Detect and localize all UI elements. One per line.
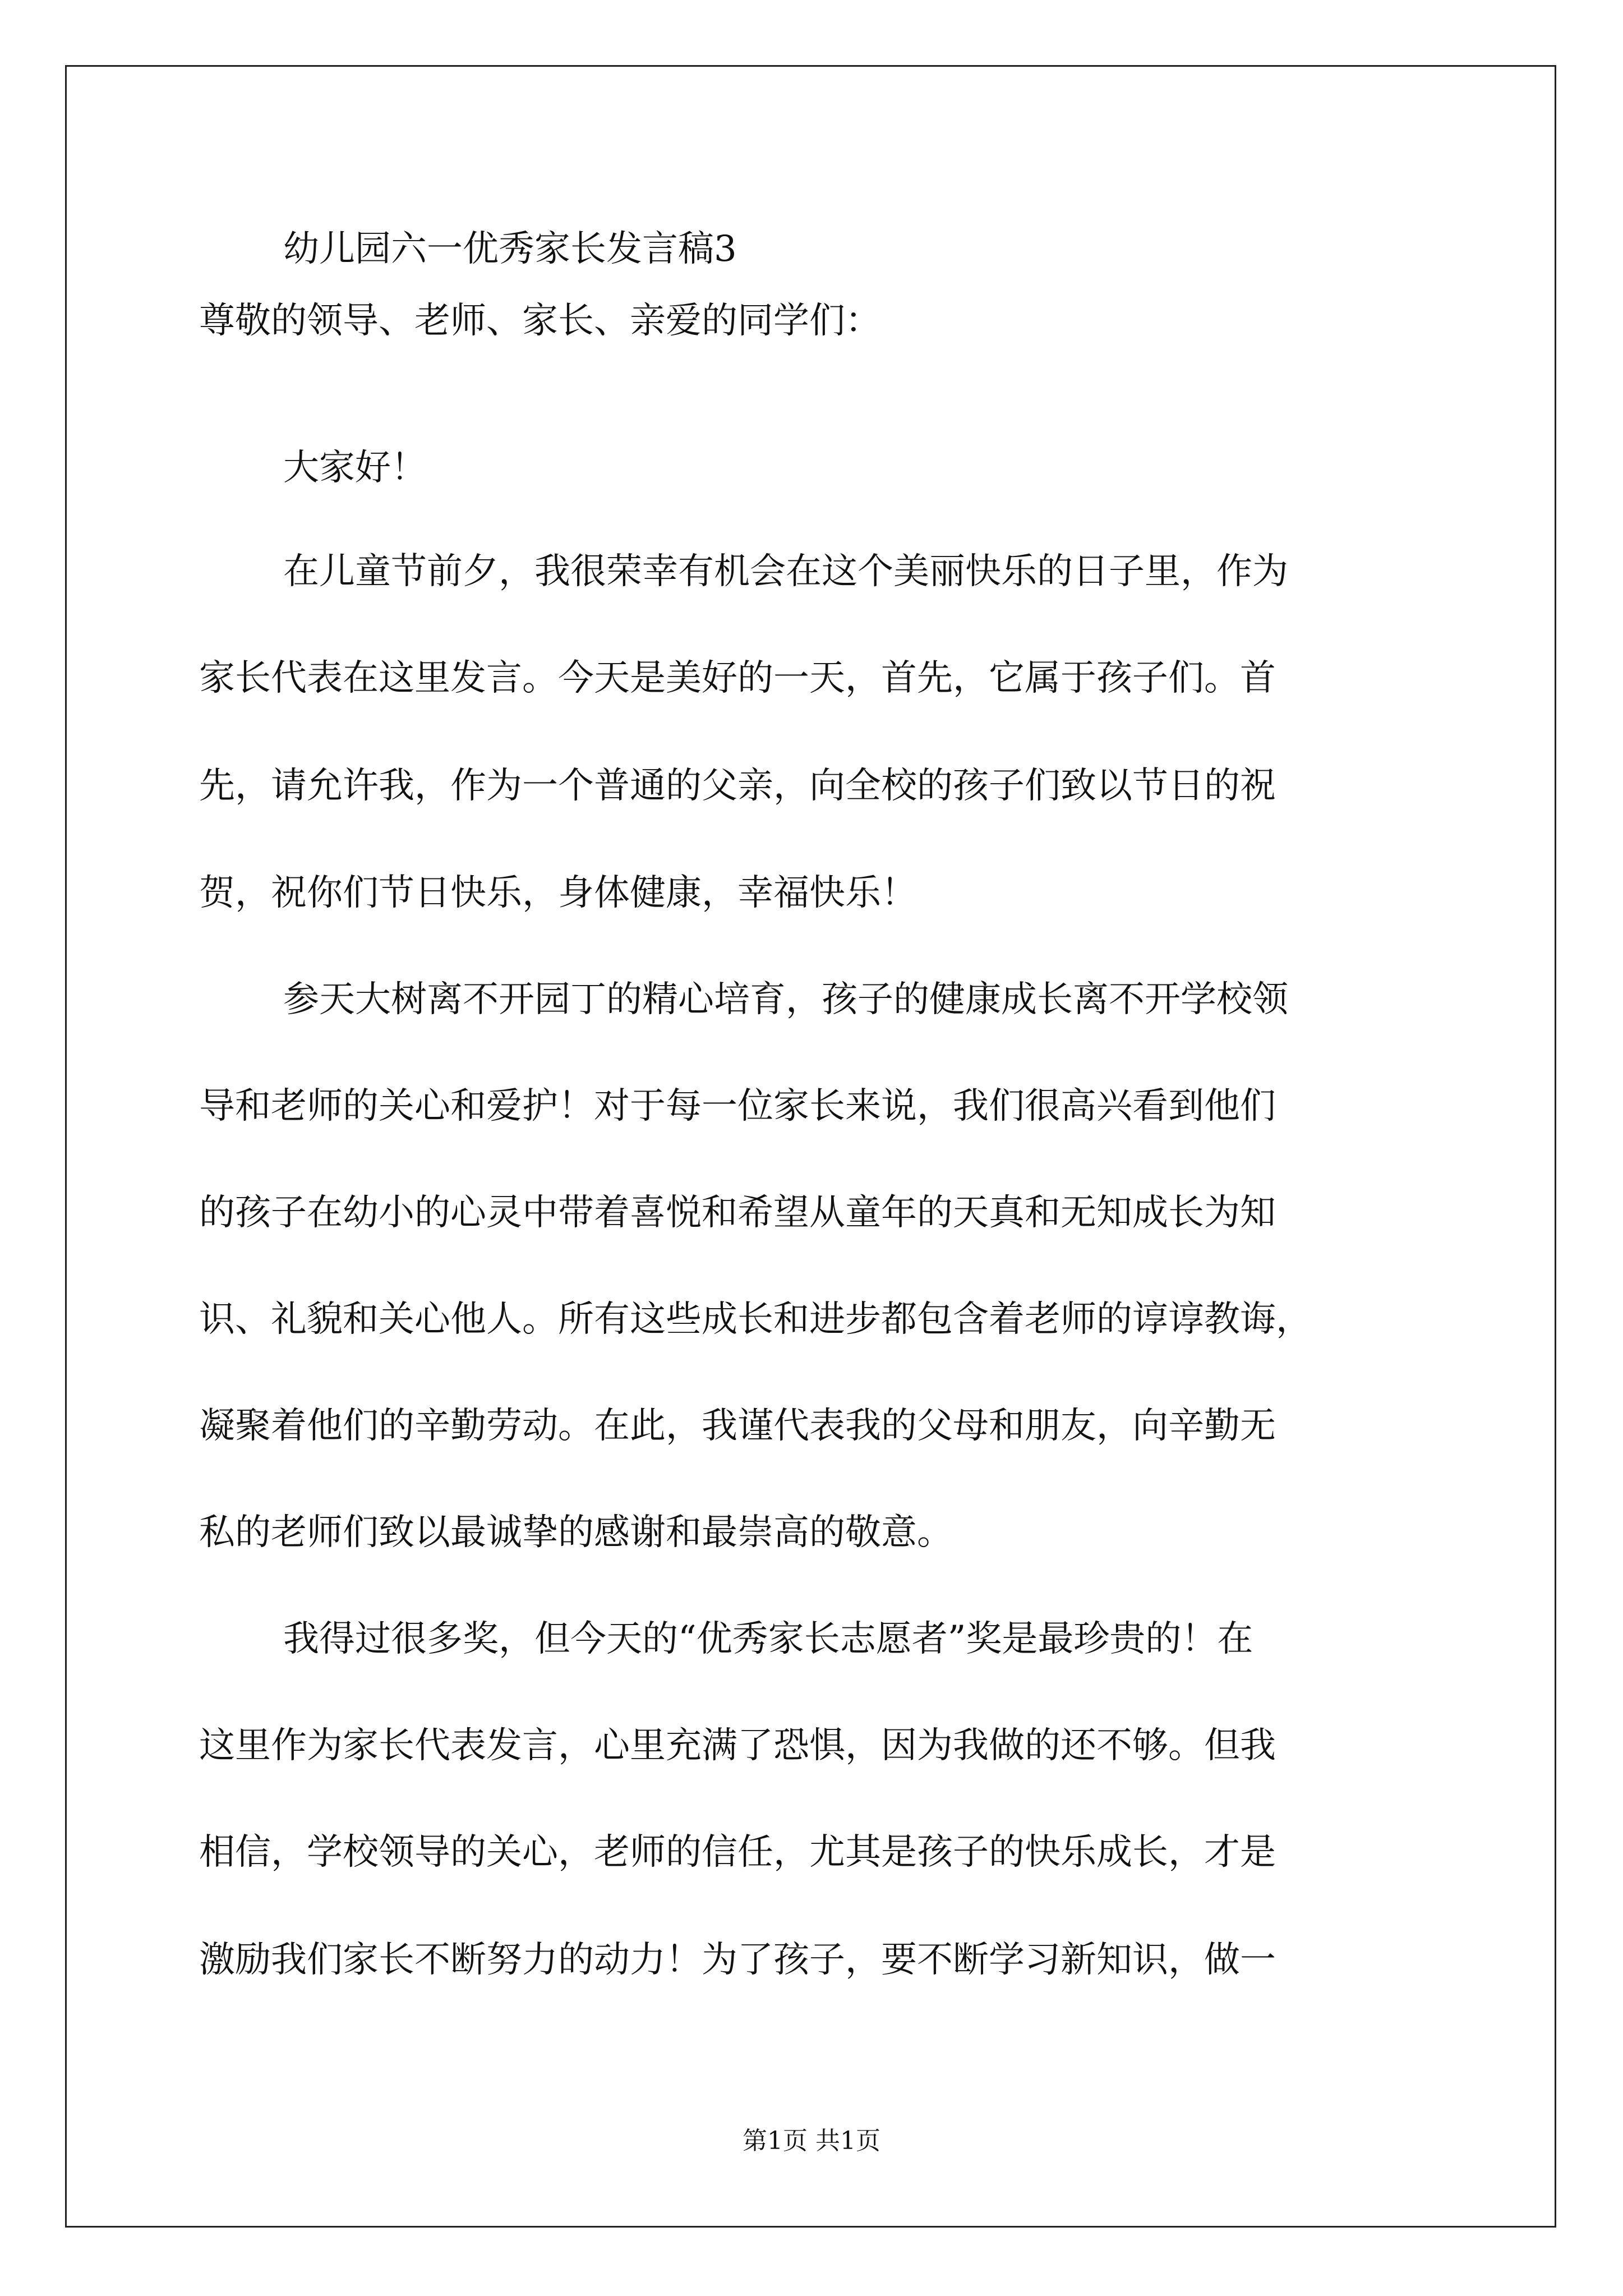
paragraph-line: 私的老师们致以最诚挚的感谢和最崇高的敬意。 [199,1512,953,1553]
greeting: 大家好！ [283,447,427,489]
salutation: 尊敬的领导、老师、家长、亲爱的同学们： [199,300,881,342]
paragraph-line: 在儿童节前夕，我很荣幸有机会在这个美丽快乐的日子里，作为 [283,551,1288,592]
paragraph-line: 导和老师的关心和爱护！对于每一位家长来说，我们很高兴看到他们 [199,1085,1276,1127]
document-title: 幼儿园六一优秀家长发言稿3 [283,228,737,270]
paragraph-line: 参天大树离不开园丁的精心培育，孩子的健康成长离不开学校领 [283,979,1288,1020]
paragraph-line: 家长代表在这里发言。今天是美好的一天，首先，它属于孩子们。首 [199,657,1276,699]
page-border [65,65,1556,2228]
paragraph-line: 凝聚着他们的辛勤劳动。在此，我谨代表我的父母和朋友，向辛勤无 [199,1405,1276,1447]
paragraph-line: 先，请允许我，作为一个普通的父亲，向全校的孩子们致以节日的祝 [199,765,1276,807]
paragraph-line: 这里作为家长代表发言，心里充满了恐惧，因为我做的还不够。但我 [199,1725,1276,1766]
paragraph-line: 激励我们家长不断努力的动力！为了孩子，要不断学习新知识，做一 [199,1939,1276,1981]
paragraph-line: 的孩子在幼小的心灵中带着喜悦和希望从童年的天真和无知成长为知 [199,1192,1276,1234]
paragraph-line: 识、礼貌和关心他人。所有这些成长和进步都包含着老师的谆谆教诲， [199,1299,1312,1340]
paragraph-line: 贺，祝你们节日快乐，身体健康，幸福快乐！ [199,872,917,914]
paragraph-line: 我得过很多奖，但今天的“优秀家长志愿者”奖是最珍贵的！在 [283,1618,1253,1660]
paragraph-line: 相信，学校领导的关心，老师的信任，尤其是孩子的快乐成长，才是 [199,1832,1276,1873]
page-footer: 第1页 共1页 [743,2127,880,2155]
